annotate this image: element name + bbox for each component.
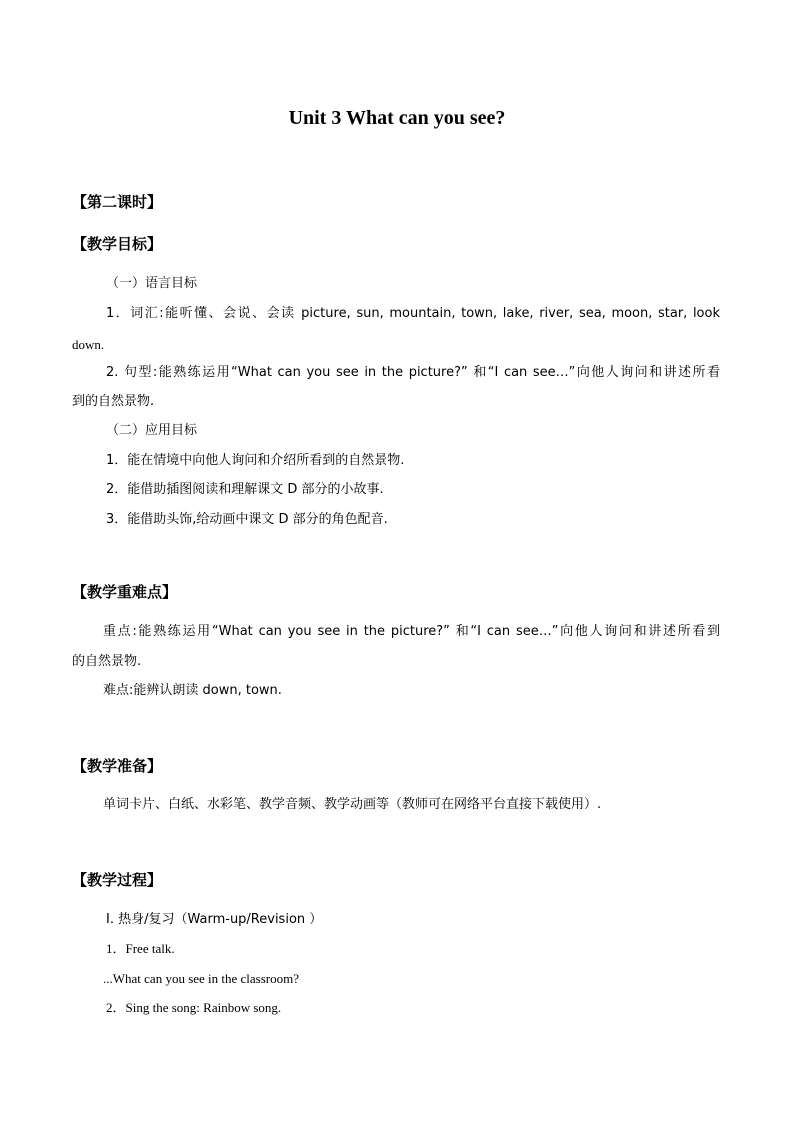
process-item1-sub: ...What can you see in the classroom? bbox=[103, 971, 300, 986]
lesson-label: 【第二课时】 bbox=[72, 193, 163, 211]
application-objective-item2: 2．能借助插图阅读和理解课文 D 部分的小故事. bbox=[106, 482, 384, 497]
process-step1: I. 热身/复习（Warm-up/Revision ） bbox=[106, 912, 323, 927]
preparation-text: 单词卡片、白纸、水彩笔、教学音频、教学动画等（教师可在网络平台直接下载使用）. bbox=[103, 797, 602, 812]
application-objective-item3: 3．能借助头饰,给动画中课文 D 部分的角色配音. bbox=[106, 512, 388, 527]
application-objective-subheading: （二）应用目标 bbox=[106, 423, 198, 438]
application-objective-item1: 1．能在情境中向他人询问和介绍所看到的自然景物. bbox=[106, 453, 405, 468]
preparation-heading: 【教学准备】 bbox=[72, 757, 163, 775]
key-points-heading: 【教学重难点】 bbox=[72, 583, 178, 601]
difficulty-point: 难点:能辨认朗读 down, town. bbox=[103, 683, 282, 698]
vocabulary-objective-line1: 1．词汇:能听懂、会说、会读 picture, sun, mountain, town, lake, river, sea, moon, star, look bbox=[106, 306, 720, 321]
focus-point-line2: 的自然景物. bbox=[72, 654, 142, 669]
page-title: Unit 3 What can you see? bbox=[288, 107, 506, 129]
process-item2: 2．Sing the song: Rainbow song. bbox=[106, 1000, 282, 1015]
focus-point-line1: 重点:能熟练运用“What can you see in the picture?” 和“I can see…”向他人询问和讲述所看到 bbox=[103, 624, 720, 639]
objectives-heading: 【教学目标】 bbox=[72, 235, 163, 253]
language-objective-subheading: （一）语言目标 bbox=[106, 276, 198, 291]
process-item1: 1．Free talk. bbox=[106, 941, 175, 956]
process-heading: 【教学过程】 bbox=[72, 871, 163, 889]
vocabulary-objective-line2: down. bbox=[72, 337, 105, 352]
sentence-objective-line1: 2. 句型:能熟练运用“What can you see in the picture?” 和“I can see…”向他人询问和讲述所看 bbox=[106, 365, 720, 380]
sentence-objective-line2: 到的自然景物. bbox=[72, 394, 155, 409]
